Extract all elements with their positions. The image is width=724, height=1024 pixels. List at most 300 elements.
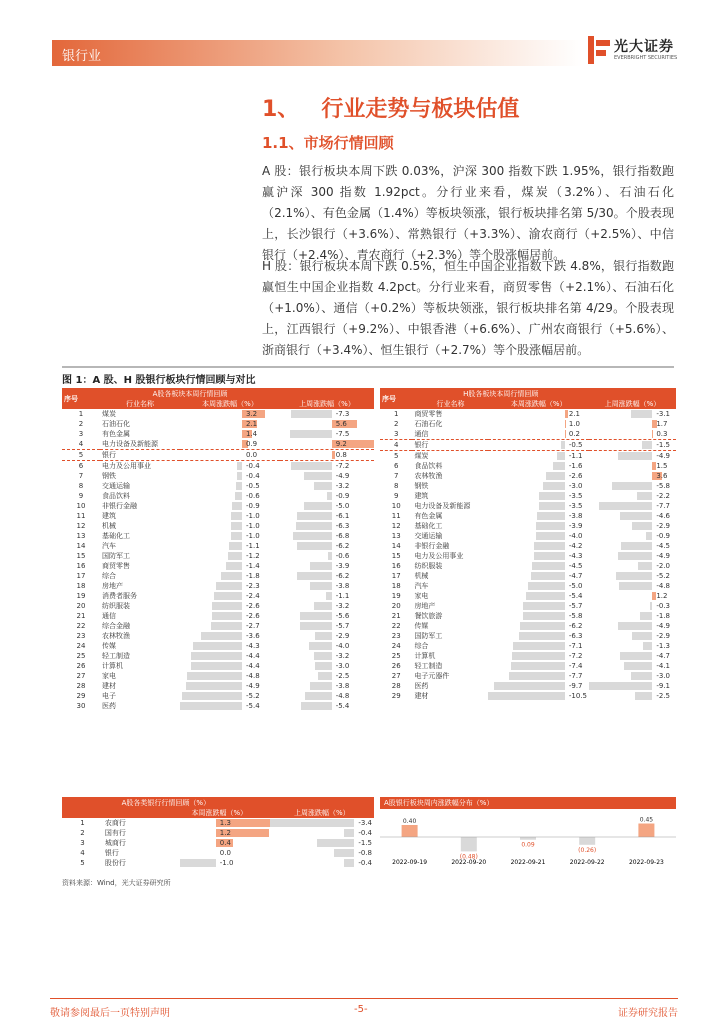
table-row [380,631,676,641]
value-text: -2.2 [656,492,670,500]
table-row [380,531,676,541]
row-industry: 石油石化 [414,420,443,428]
row-week-change [180,691,280,701]
row-seq: 29 [391,692,401,700]
row-industry: 商贸零售 [414,410,443,418]
value-text: -4.9 [335,472,350,480]
row-industry: 交通运输 [414,532,443,540]
value-text: 1.2 [219,829,231,837]
row-prev-change [280,671,374,681]
row-industry: 基础化工 [414,522,443,530]
value-text: -3.2 [335,482,350,490]
row-prev-change [280,450,374,461]
row-industry: 电子元器件 [414,672,450,680]
row-seq: 1 [393,410,399,418]
value-text: -4.7 [656,652,670,660]
row-week-change [488,581,588,591]
bank-daily-chart [380,797,676,867]
row-industry: 家电 [102,672,116,680]
row-industry: 石油石化 [102,420,130,428]
h-share-paragraph: H 股：银行板块本周下跌 0.5%，恒生中国企业指数下跌 4.8%，银行指数跑赢恒生中国企业指数 4.2pct。分行业来看，商贸零售（+2.1%）、石油石化（+1.0%）、通信（+0.2%）等板块领涨，银行板块排名第 4/29。个股表现上，江西银行（+9.2%）、中银香港（+6.6%）、广州农商银行（+5.6%）、浙商银行（+3.4%）、恒生银行（+2.7%）等个股涨幅居前。 [262,259,674,357]
section-label: 银行业 [62,49,102,64]
row-seq: 1 [80,819,85,827]
row-prev-change [270,828,374,838]
industry-header: 行业名称 [412,399,488,409]
table-row [62,439,374,450]
row-seq: 24 [391,642,401,650]
value-text: -2.6 [246,612,260,620]
value-text: -2.4 [246,592,260,600]
value-text: -0.4 [358,859,372,867]
row-industry: 非银行金融 [414,542,450,550]
row-prev-change [280,581,374,591]
row-seq: 13 [76,532,86,540]
value-text: -4.9 [656,552,670,560]
row-seq: 5 [62,450,100,461]
chart-bar [520,837,536,840]
row-industry: 电力设备及新能源 [102,440,158,448]
row-prev-change [589,481,676,491]
row-industry: 国防军工 [102,552,130,560]
value-text: -1.0 [246,522,260,530]
value-text: -7.2 [335,462,350,470]
row-seq: 28 [76,682,86,690]
table-row [380,451,676,462]
row-prev-change [280,661,374,671]
row-prev-change [280,501,374,511]
row-week-change [488,561,588,571]
value-text: -0.9 [656,532,670,540]
table-row [62,541,374,551]
value-text: -2.9 [656,522,670,530]
row-prev-change [280,521,374,531]
table-title-spacer [280,388,374,399]
row-prev-change [280,419,374,429]
table-row [62,571,374,581]
row-seq: 14 [391,542,401,550]
row-industry: 机械 [414,572,429,580]
row-industry: 机械 [102,522,116,530]
value-text: -4.5 [568,562,583,570]
row-prev-change [589,541,676,551]
chart-bar [461,837,477,851]
row-seq: 8 [393,482,399,490]
value-text: -6.2 [568,622,583,630]
subheader-row [380,399,676,409]
disclaimer-note: 敬请参阅最后一页特别声明 [50,1008,170,1019]
value-text: 2.1 [568,410,580,418]
row-week-change [180,409,280,419]
value-text: -1.2 [246,552,260,560]
row-prev-change [280,461,374,472]
source-note: 资料来源：Wind，光大证券研究所 [62,879,171,887]
row-prev-change [589,471,676,481]
value-text: -5.4 [335,702,350,710]
row-industry: 煤炭 [102,410,116,418]
row-prev-change [280,561,374,571]
row-industry: 综合 [414,642,429,650]
row-prev-change [589,581,676,591]
value-text: 2.1 [246,420,258,428]
row-week-change [180,581,280,591]
row-industry: 房地产 [414,602,436,610]
value-text: -3.2 [335,652,350,660]
row-week-change [180,419,280,429]
row-week-change [488,429,588,440]
row-industry: 银行 [412,440,488,451]
week-change-header: 本周涨跌幅（%） [169,808,270,818]
row-prev-change [280,471,374,481]
row-prev-change [589,531,676,541]
row-prev-change [589,641,676,651]
table-row [380,419,676,429]
row-prev-change [589,461,676,471]
prev-week-change-header: 上周涨跌幅（%） [589,399,676,409]
table-row [380,409,676,419]
row-seq: 11 [76,512,86,520]
value-text: 1.3 [219,819,231,827]
table-row [62,511,374,521]
row-week-change [180,571,280,581]
chart-bar [638,824,654,838]
value-text: -5.2 [656,572,670,580]
row-industry: 家电 [414,592,429,600]
value-text: -10.5 [568,692,587,700]
row-prev-change [589,601,676,611]
value-text: -7.1 [568,642,583,650]
value-text: -0.5 [246,482,260,490]
row-prev-change [589,621,676,631]
row-seq: 27 [76,672,86,680]
table-row [62,661,374,671]
row-prev-change [280,541,374,551]
row-industry: 医药 [414,682,429,690]
row-seq: 17 [76,572,86,580]
row-prev-change [589,511,676,521]
table-row [62,491,374,501]
seq-header: 序号 [380,388,412,409]
prev-week-change-header: 上周涨跌幅（%） [270,808,374,818]
header-row [62,797,374,808]
row-seq: 12 [391,522,401,530]
row-industry: 农林牧渔 [102,632,130,640]
row-industry: 纺织服装 [102,602,130,610]
value-text: -4.8 [656,582,670,590]
value-text: -3.5 [568,492,583,500]
value-text: 1.7 [656,420,668,428]
row-week-change [488,511,588,521]
value-text: -3.0 [568,482,583,490]
row-industry: 有色金属 [102,430,130,438]
value-text: -0.9 [335,492,350,500]
row-industry: 有色金属 [414,512,443,520]
chart-data-label: 0.09 [521,841,535,849]
row-week-change [180,541,280,551]
row-industry: 汽车 [414,582,429,590]
row-seq: 19 [76,592,86,600]
row-week-change [488,440,588,451]
value-text: 1.2 [656,592,668,600]
value-text: 0.0 [219,849,231,857]
row-industry: 轻工制造 [414,662,443,670]
row-week-change [488,409,588,419]
figure-title: 图 1：A 股、H 股银行板块行情回顾与对比 [62,366,674,386]
table-row [62,561,374,571]
row-prev-change [589,521,676,531]
row-prev-change [280,621,374,631]
header-row [380,388,676,399]
table-row [62,521,374,531]
row-seq: 29 [76,692,86,700]
value-text: -5.8 [656,482,670,490]
value-text: -1.5 [358,839,372,847]
chart-svg [380,809,676,867]
row-week-change [180,511,280,521]
row-industry: 计算机 [102,662,123,670]
row-seq: 17 [391,572,401,580]
value-text: -2.5 [335,672,350,680]
value-text: -5.4 [568,592,583,600]
table-row [380,541,676,551]
row-seq: 15 [76,552,86,560]
table-row [62,481,374,491]
row-industry: 传媒 [414,622,429,630]
row-prev-change [280,481,374,491]
chart-data-label: (0.48) [459,853,478,861]
table-row [62,631,374,641]
value-text: -0.8 [358,849,372,857]
row-industry: 建筑 [102,512,116,520]
row-week-change [488,461,588,471]
row-week-change [488,451,588,462]
row-prev-change [589,571,676,581]
row-week-change [180,661,280,671]
row-prev-change [589,419,676,429]
table-row [380,581,676,591]
value-text: -1.4 [246,562,260,570]
value-text: -2.9 [335,632,350,640]
value-text: -7.4 [568,662,583,670]
row-week-change [488,481,588,491]
blank-cell [62,808,169,818]
row-prev-change [589,591,676,601]
chart-bar [402,825,418,837]
row-seq: 16 [391,562,401,570]
value-text: -1.6 [568,462,583,470]
row-prev-change [280,691,374,701]
row-seq: 5 [393,452,399,460]
value-text: -2.6 [568,472,583,480]
value-text: -5.6 [335,612,350,620]
row-week-change [169,818,270,828]
row-prev-change [589,451,676,462]
value-text: 5.6 [335,420,347,428]
table-row [380,491,676,501]
value-text: -4.1 [656,662,670,670]
value-text: -4.7 [568,572,583,580]
value-text: -4.3 [568,552,583,560]
value-text: -0.3 [656,602,670,610]
row-industry: 电子 [102,692,116,700]
value-text: -5.0 [568,582,583,590]
row-prev-change [589,671,676,681]
row-seq: 18 [391,582,401,590]
row-week-change [180,681,280,691]
value-text: -0.6 [246,492,260,500]
table-row [380,551,676,561]
brand-name-en: EVERBRIGHT SECURITIES [614,55,678,61]
row-industry: 消费者服务 [102,592,137,600]
row-week-change [180,501,280,511]
table-title-spacer [589,388,676,399]
table-row [380,591,676,601]
chart-data-label: 0.40 [402,818,417,825]
row-seq: 2 [78,420,84,428]
value-text: 0.0 [246,451,258,459]
row-industry: 煤炭 [414,452,429,460]
a-share-bank-type-table [62,797,374,868]
table-row [62,681,374,691]
heading-text: 行业走势与板块估值 [321,97,520,122]
row-week-change [180,561,280,571]
value-text: -6.1 [335,512,350,520]
chart-x-tick: 2022-09-23 [628,859,664,866]
table-row [380,691,676,701]
row-prev-change [270,838,374,848]
value-text: 3.6 [656,472,668,480]
row-seq: 4 [78,440,84,448]
table-row [62,531,374,541]
row-seq: 14 [76,542,86,550]
row-prev-change [589,611,676,621]
row-seq: 19 [391,592,401,600]
chart-data-label: (0.26) [578,846,597,854]
row-prev-change [589,661,676,671]
value-text: -4.4 [246,662,260,670]
value-text: -1.1 [335,592,350,600]
row-industry: 通信 [414,430,429,438]
value-text: -1.0 [219,859,234,867]
row-week-change [488,531,588,541]
value-text: -1.8 [656,612,670,620]
row-prev-change [280,511,374,521]
table-row [62,461,374,472]
row-industry: 综合金融 [102,622,130,630]
row-seq: 11 [391,512,401,520]
row-prev-change [589,491,676,501]
row-week-change [180,450,280,461]
row-week-change [180,601,280,611]
row-week-change [180,531,280,541]
row-seq: 21 [76,612,86,620]
row-seq: 6 [78,462,84,470]
row-prev-change [280,631,374,641]
value-text: -5.8 [568,612,583,620]
value-text: 0.4 [219,839,231,847]
row-industry: 建材 [414,692,429,700]
week-change-header: 本周涨跌幅（%） [180,399,280,409]
row-prev-change [589,691,676,701]
brand-name: 光大证券 [614,39,674,55]
row-seq: 10 [76,502,86,510]
value-text: 0.9 [246,440,258,448]
row-prev-change [280,491,374,501]
header-row [62,388,374,399]
row-seq: 13 [391,532,401,540]
value-text: -4.9 [656,622,670,630]
row-week-change [180,631,280,641]
row-seq: 28 [391,682,401,690]
table-row [380,440,676,451]
row-industry: 传媒 [102,642,116,650]
value-text: -3.6 [246,632,260,640]
row-week-change [488,601,588,611]
value-text: -3.0 [656,672,670,680]
row-week-change [488,611,588,621]
row-seq: 9 [393,492,399,500]
row-prev-change [589,551,676,561]
table-row [62,651,374,661]
row-prev-change [589,409,676,419]
value-text: -0.5 [568,441,583,449]
value-text: -4.3 [246,642,260,650]
row-week-change [488,541,588,551]
row-week-change [180,651,280,661]
section-header-band [52,40,582,66]
row-prev-change [589,561,676,571]
row-week-change [169,858,270,868]
value-text: -9.1 [656,682,670,690]
row-industry: 食品饮料 [102,492,130,500]
row-industry: 国有行 [104,829,126,837]
row-week-change [180,611,280,621]
table-row [380,521,676,531]
value-text: -3.4 [358,819,372,827]
value-text: -6.3 [335,522,350,530]
row-industry: 电力及公用事业 [414,552,464,560]
a-share-paragraph: A 股：银行板块本周下跌 0.03%，沪深 300 指数下跌 1.95%，银行指数跑赢沪深 300 指数 1.92pct。分行业来看，煤炭（3.2%）、石油石化（2.1%）、有色金属（1.4%）等板块领涨，银行板块排名第 5/30。个股表现上，长沙银行（+3.6%）、常熟银行（+3.3%）、渝农商行（+2.5%）、中信银行（+2.4%）、青农商行（+2.3%）等个股涨幅居前。 [262,164,674,262]
table-row [62,591,374,601]
value-text: -3.1 [656,410,670,418]
seq-header: 序号 [62,388,100,409]
table-row [62,818,374,828]
row-seq: 22 [76,622,86,630]
table-title: H股各板块本周行情回顾 [412,388,589,399]
row-prev-change [280,641,374,651]
row-industry: 轻工制造 [102,652,130,660]
value-text: -1.3 [656,642,670,650]
value-text: -3.8 [335,682,350,690]
row-industry: 房地产 [102,582,123,590]
row-prev-change [280,429,374,439]
table-row [62,471,374,481]
value-text: -3.8 [335,582,350,590]
value-text: 0.8 [335,451,347,459]
table-row [380,671,676,681]
value-text: -3.2 [335,602,350,610]
row-prev-change [280,531,374,541]
table-row [62,501,374,511]
row-seq: 18 [76,582,86,590]
row-week-change [488,491,588,501]
table-row [62,581,374,591]
row-seq: 22 [391,622,401,630]
row-industry: 钢铁 [102,472,116,480]
table-row [62,838,374,848]
row-industry: 医药 [102,702,116,710]
table-row [380,651,676,661]
value-text: -2.3 [246,582,260,590]
